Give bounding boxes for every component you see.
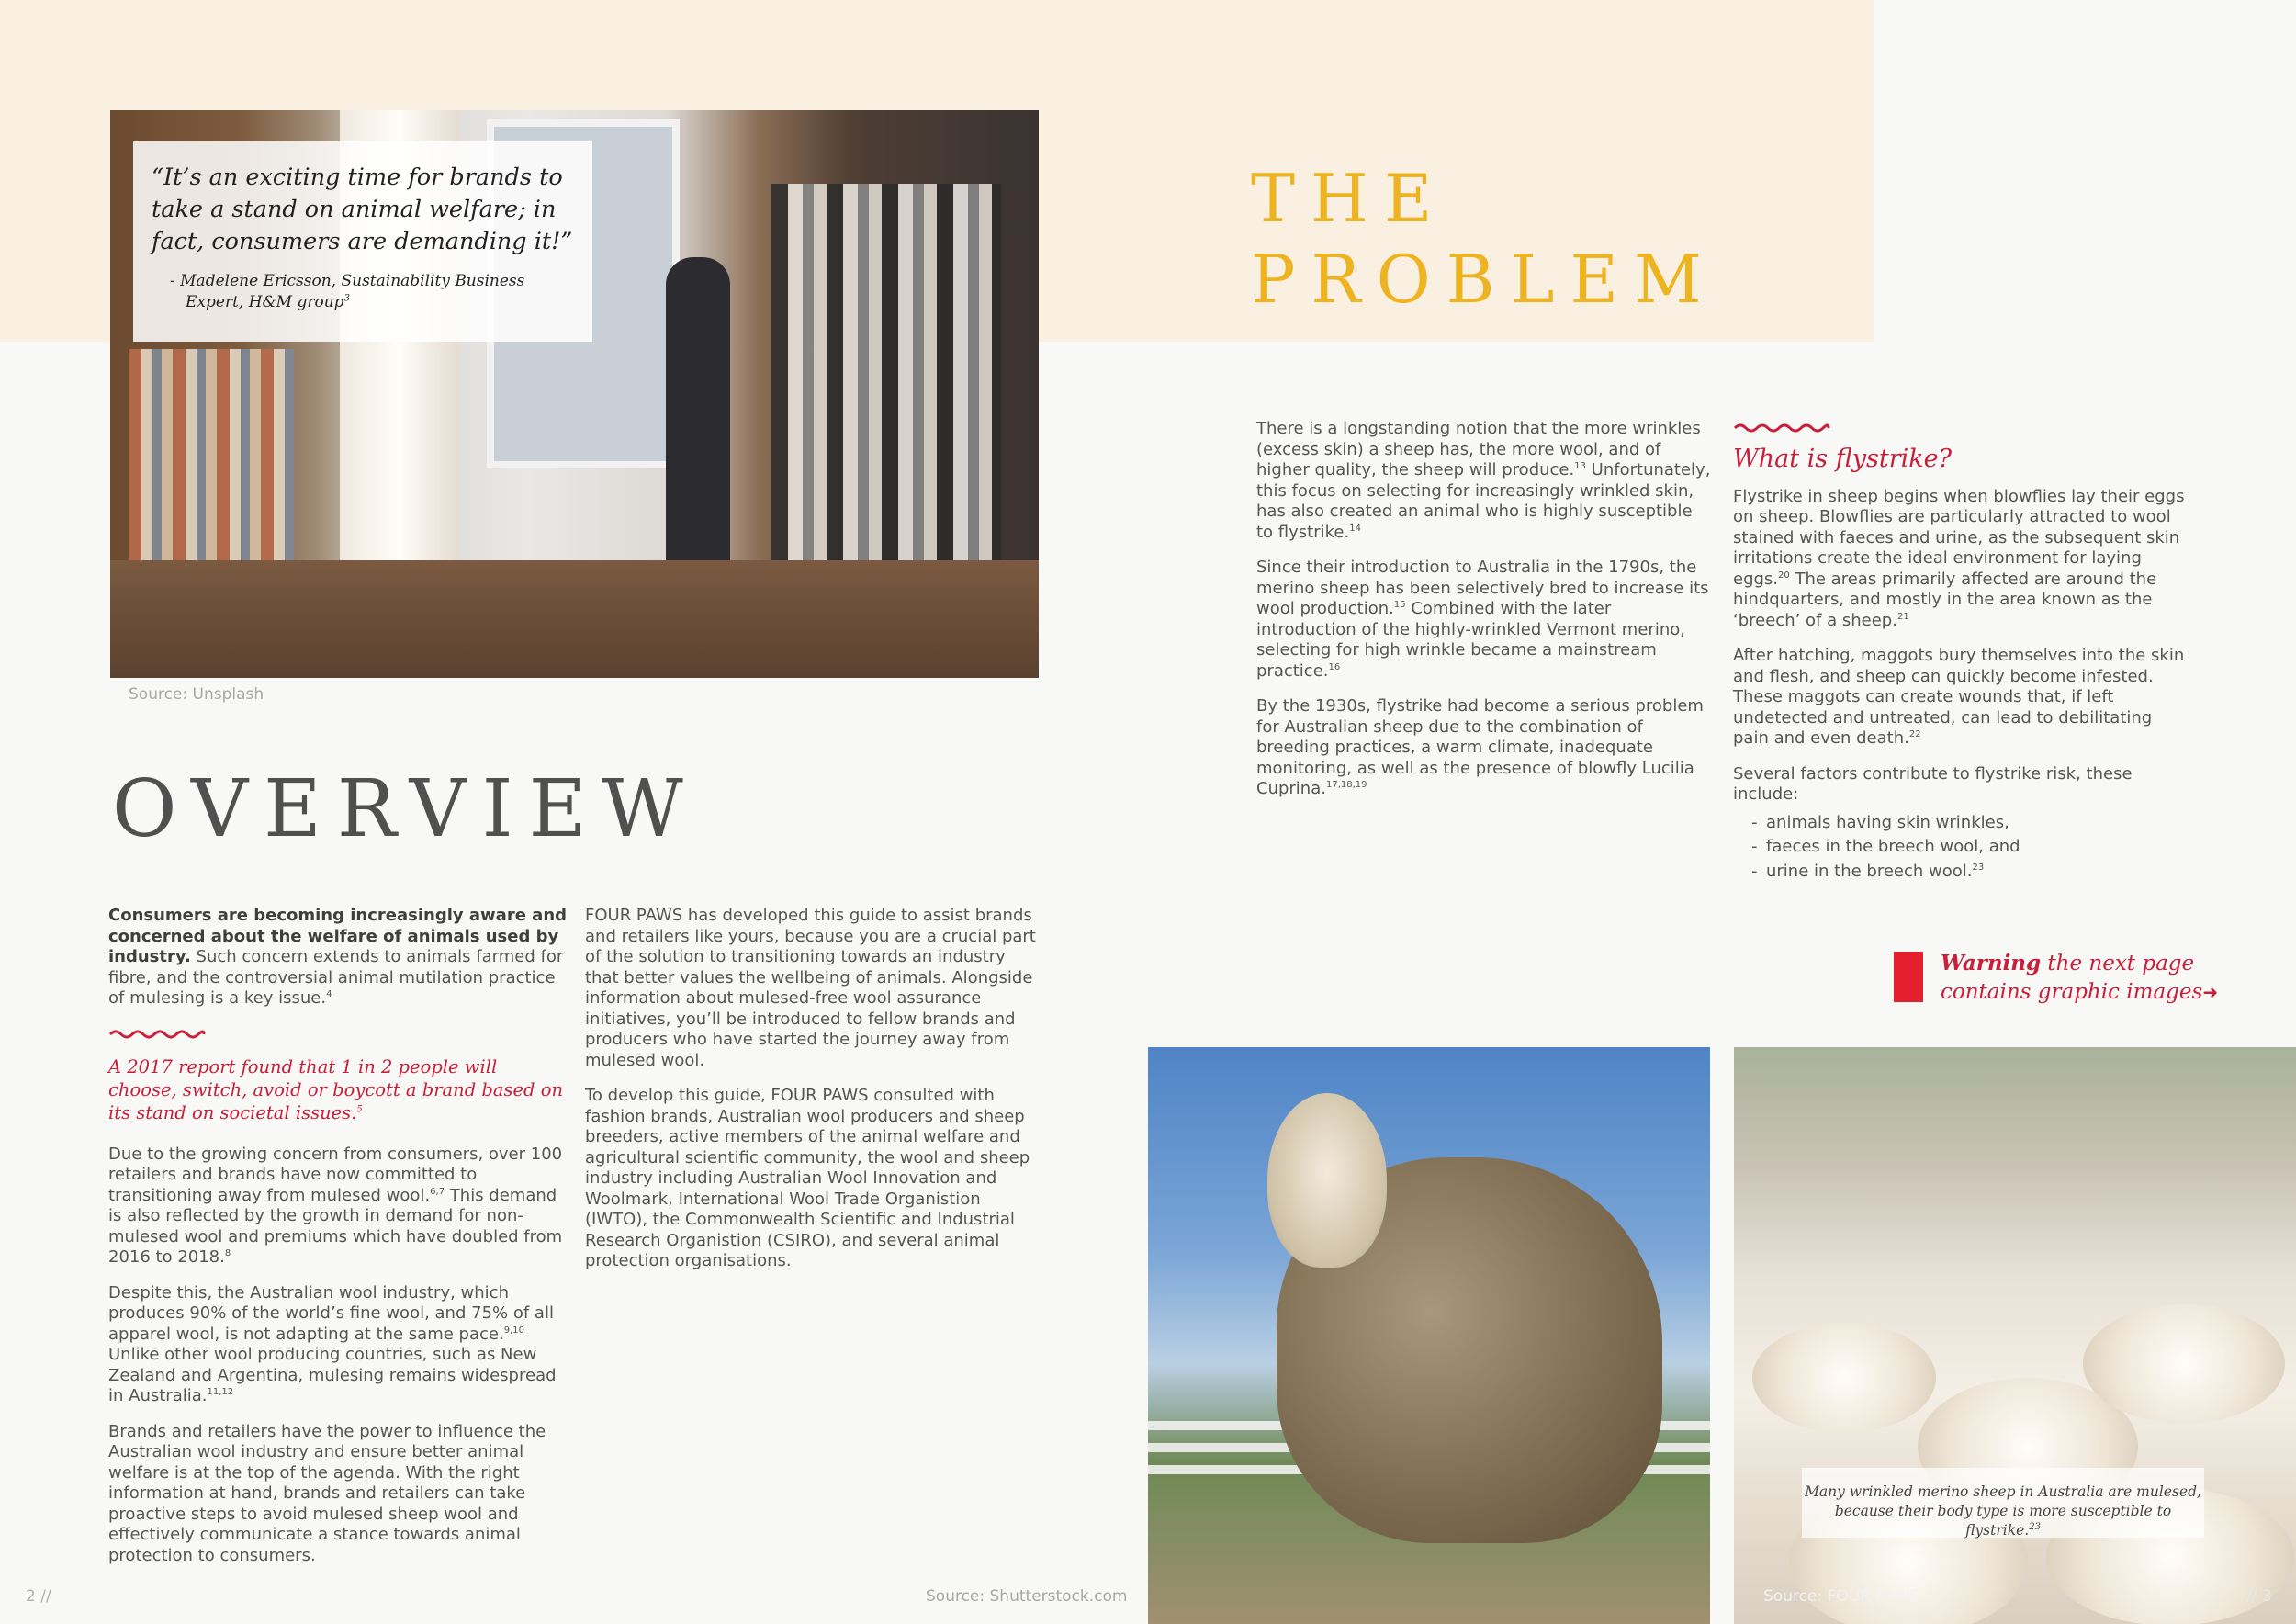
sheep-photo-source: Source: Shutterstock.com — [926, 1587, 1128, 1606]
wave-divider-icon — [1733, 422, 1830, 434]
problem-p1-b: Unfortunately, this focus on selecting for increasingly wrinkled skin, has also created an animal who is highly susceptible to flystrike. — [1256, 460, 1711, 542]
footnote-ref: 23 — [2029, 1521, 2041, 1532]
page-number-right: // 3 — [2246, 1587, 2272, 1606]
wool-tuft-graphic — [2083, 1304, 2285, 1424]
page-number-left: 2 // — [26, 1587, 51, 1606]
footnote-ref: 8 — [224, 1248, 231, 1258]
problem-p2-b: Combined with the later introduction of the highly-wrinkled Vermont merino, selecting for high wrinkle became a mainstream practice. — [1256, 599, 1685, 681]
overview-lead-bold: Consumers are becoming increasingly aware and concerned about the welfare of animals used by industry. — [108, 906, 568, 966]
problem-paragraph-3 — [1256, 696, 1712, 800]
p2-text-a: Due to the growing concern from consumers, over 100 retailers and brands have now committed to transitioning away from mulesed wool. — [108, 1144, 563, 1205]
problem-title-line-1: THE — [1251, 160, 1448, 237]
p3-text-b: Unlike other wool producing countries, such as New Zealand and Argentina, mulesing remains widespread in Australia. — [108, 1345, 557, 1405]
pull-quote-text: A 2017 report found that 1 in 2 people will choose, switch, avoid or boycott a brand based on its stand on societal issues. — [108, 1055, 564, 1123]
pull-quote — [108, 1055, 568, 1124]
list-item: - faeces in the breech wool, and — [1733, 837, 2192, 858]
list-item: - animals having skin wrinkles, — [1733, 813, 2192, 834]
footnote-ref: 4 — [326, 989, 332, 999]
wool-photo-caption — [1802, 1468, 2204, 1538]
quote-text: “It’s an exciting time for brands to take a stand on animal welfare; in fact, consumers are demanding it!” — [152, 164, 573, 255]
overview-column-2 — [585, 906, 1042, 1287]
list-item-text: urine in the breech wool. — [1766, 861, 1973, 881]
footnote-ref: 20 — [1778, 570, 1790, 581]
overview-lead-rest: Such concern extends to animals farmed for fibre, and the controversial animal mutilation practice of mulesing is a key issue. — [108, 947, 564, 1008]
sheep-head-graphic — [1267, 1093, 1387, 1268]
risk-factor-list — [1733, 813, 2192, 883]
merino-sheep-photo — [1148, 1047, 1710, 1624]
flystrike-heading: What is flystrike? — [1733, 445, 1953, 473]
footnote-ref: 14 — [1349, 523, 1361, 534]
footnote-ref: 16 — [1328, 661, 1341, 672]
quote-attribution-text: - Madelene Ericsson, Sustainability Business Expert, H&M group — [170, 272, 525, 311]
warning-line-2 — [1941, 978, 2218, 1007]
problem-column-2 — [1733, 419, 2192, 885]
footnote-ref: 15 — [1393, 600, 1406, 610]
problem-paragraph-1 — [1256, 419, 1712, 543]
fly-p2-a: After hatching, maggots bury themselves into the skin and flesh, and sheep can quickly become infested. These maggots can create wounds that, if left undetected and untreated, can lead to debilitating pain and even death. — [1733, 646, 2185, 748]
photo-source-caption: Source: Unsplash — [129, 685, 264, 704]
footnote-ref: 6,7 — [430, 1186, 445, 1197]
problem-p3-a: By the 1930s, flystrike had become a serious problem for Australian sheep due to the combination of breeding practices, a warm climate, inadequate monitoring, as well as the presence of blowfly Lucilia Cuprina. — [1256, 696, 1704, 798]
footnote-ref: 5 — [356, 1104, 363, 1114]
footnote-ref: 13 — [1574, 461, 1586, 471]
footnote-ref: 21 — [1896, 611, 1909, 622]
problem-column-1 — [1256, 419, 1712, 815]
overview-paragraph-2 — [108, 1145, 568, 1269]
warning-note — [1941, 949, 2218, 1007]
overview-column-1 — [108, 906, 568, 1581]
flystrike-paragraph-2 — [1733, 646, 2192, 750]
arrow-right-icon: ➜ — [2202, 981, 2219, 1003]
footnote-ref: 17,18,19 — [1325, 780, 1367, 790]
warning-bold: Warning — [1941, 951, 2042, 976]
wave-divider-icon — [108, 1028, 206, 1041]
wool-caption-text: Many wrinkled merino sheep in Australia are mulesed, because their body type is more susceptible to flystrike. — [1805, 1483, 2201, 1539]
footnote-ref: 3 — [343, 293, 350, 304]
shopper-figure-graphic — [666, 257, 730, 570]
fly-p1-b: The areas primarily affected are around the hindquarters, and mostly in the area known as the ‘breech’ of a sheep. — [1733, 569, 2157, 630]
warning-rest: the next page — [2041, 952, 2195, 976]
floor-graphic — [110, 560, 1039, 678]
problem-p2-a: Since their introduction to Australia in the 1790s, the merino sheep has been selectively bred to increase its wool production. — [1256, 558, 1709, 618]
problem-paragraph-2 — [1256, 558, 1712, 682]
problem-title — [1251, 158, 1717, 320]
footnote-ref: 23 — [1972, 862, 1985, 873]
clothing-rack-right-graphic — [771, 184, 1001, 588]
overview-col2-paragraph-2: To develop this guide, FOUR PAWS consulted with fashion brands, Australian wool producers and sheep breeders, active members of the animal welfare and agricultural scientific community, the wool and sheep industry including Australian Wool Innovation and Woolmark, International Wool Trade Organistion (IWTO), the Commonwealth Scientific and Industrial Research Organistion (CSIRO), and several animal protection organisations. — [585, 1086, 1030, 1270]
overview-col2-paragraph-1: FOUR PAWS has developed this guide to assist brands and retailers like yours, because you are a crucial part of the solution to transitioning towards an industry that better values the wellbeing of animals. Alongside information about mulesed-free wool assurance initiatives, you’ll be introduced to fellow brands and producers who have started the journey away from mulesed wool. — [585, 906, 1036, 1070]
flystrike-paragraph-1 — [1733, 487, 2192, 632]
flystrike-paragraph-3: Several factors contribute to flystrike risk, these include: — [1733, 763, 2133, 804]
problem-title-line-2: PROBLEM — [1251, 241, 1717, 318]
overview-paragraph-3 — [108, 1283, 568, 1407]
p2-text-b: This demand is also reflected by the growth in demand for non-mulesed wool and premiums which have doubled from 2016 to 2018. — [108, 1185, 563, 1267]
problem-p1-a: There is a longstanding notion that the more wrinkles (excess skin) a sheep has, the more wool, and of higher quality, the sheep will produce. — [1256, 419, 1701, 479]
fly-p1-a: Flystrike in sheep begins when blowflies lay their eggs on sheep. Blowflies are particularly attracted to wool stained with faeces and urine, as the subsequent skin irritations create the ideal environment for laying eggs. — [1733, 486, 2185, 589]
footnote-ref: 9,10 — [503, 1325, 524, 1336]
quote-attribution — [170, 271, 574, 313]
warning-bar — [1894, 952, 1923, 1002]
list-item — [1733, 862, 2192, 883]
warning-line-1 — [1941, 949, 2218, 978]
footnote-ref: 22 — [1908, 729, 1921, 739]
wool-photo-source: Source: FOUR PAWS — [1763, 1587, 1919, 1606]
p3-text-a: Despite this, the Australian wool industry, which produces 90% of the world’s fine wool, and 75% of all apparel wool, is not adapting at the same pace. — [108, 1282, 554, 1344]
warning-rest-2: contains graphic images — [1941, 980, 2203, 1004]
overview-title: OVERVIEW — [112, 763, 699, 855]
overview-paragraph-4: Brands and retailers have the power to influence the Australian wool industry and ensure better animal welfare is at the top of the agenda. With the right information at hand, brands and retailers can take proactive steps to avoid mulesed sheep wool and effectively communicate a stance towards animal protection to consumers. — [108, 1421, 546, 1565]
quote-box — [133, 141, 592, 342]
footnote-ref: 11,12 — [207, 1387, 234, 1397]
wool-tuft-graphic — [1752, 1323, 1936, 1433]
overview-paragraph-1 — [108, 906, 568, 1009]
